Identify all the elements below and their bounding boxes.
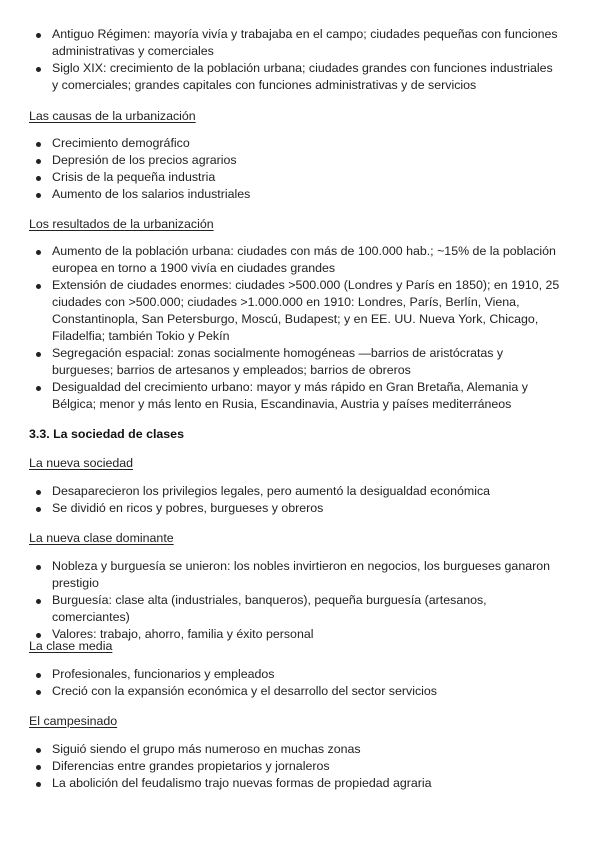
clase-dominante-list — [52, 558, 562, 643]
list-item: Depresión de los precios agrarios — [52, 152, 562, 169]
list-item: Crisis de la pequeña industria — [52, 169, 562, 186]
campesinado-list — [52, 741, 562, 792]
list-item: Creció con la expansión económica y el desarrollo del sector servicios — [52, 683, 562, 700]
resultados-list — [52, 243, 562, 413]
heading-resultados: Los resultados de la urbanización — [29, 217, 214, 231]
list-item: Desaparecieron los privilegios legales, pero aumentó la desigualdad económica — [52, 483, 562, 500]
list-item: Valores: trabajo, ahorro, familia y éxito personal — [52, 626, 562, 643]
list-item: Desigualdad del crecimiento urbano: mayor y más rápido en Gran Bretaña, Alemania y Bélgica; menor y más lento en Rusia, Escandinavia, Austria y países mediterráneos — [52, 379, 562, 413]
heading-clase-dominante: La nueva clase dominante — [29, 531, 174, 545]
list-item: Se dividió en ricos y pobres, burgueses y obreros — [52, 500, 562, 517]
list-item: Siguió siendo el grupo más numeroso en muchas zonas — [52, 741, 562, 758]
list-item: Segregación espacial: zonas socialmente homogéneas —barrios de aristócratas y burgueses; barrios de artesanos y empleados; barrios de obreros — [52, 345, 562, 379]
list-item: Aumento de los salarios industriales — [52, 186, 562, 203]
list-item: Crecimiento demográfico — [52, 135, 562, 152]
heading-nueva-sociedad: La nueva sociedad — [29, 456, 134, 470]
heading-campesinado: El campesinado — [29, 714, 118, 728]
list-item: Burguesía: clase alta (industriales, banqueros), pequeña burguesía (artesanos, comerciantes) — [52, 592, 562, 626]
list-item: Profesionales, funcionarios y empleados — [52, 666, 562, 683]
intro-list — [52, 26, 562, 94]
heading-clase-media: La clase media — [29, 639, 113, 653]
clase-media-list — [52, 666, 562, 700]
list-item: Nobleza y burguesía se unieron: los nobles invirtieron en negocios, los burgueses ganaron prestigio — [52, 558, 562, 592]
nueva-sociedad-list — [52, 483, 562, 517]
list-item: Antiguo Régimen: mayoría vivía y trabajaba en el campo; ciudades pequeñas con funciones administrativas y comerciales — [52, 26, 562, 60]
causas-list — [52, 135, 562, 203]
list-item: La abolición del feudalismo trajo nuevas formas de propiedad agraria — [52, 775, 562, 792]
list-item: Extensión de ciudades enormes: ciudades >500.000 (Londres y París en 1850); en 1910, 25 ciudades con >500.000; ciudades >1.000.000 en 1910: Londres, París, Berlín, Viena, Constantinopla, San Petersburgo, Moscú, Budapest; y en EE. UU. Nueva York, Chicago, Filadelfia; también Tokio y Pekín — [52, 277, 562, 345]
section-title: 3.3. La sociedad de clases — [29, 427, 184, 441]
list-item: Siglo XIX: crecimiento de la población urbana; ciudades grandes con funciones industriales y comerciales; grandes capitales con funciones administrativas y de servicios — [52, 60, 562, 94]
list-item: Diferencias entre grandes propietarios y jornaleros — [52, 758, 562, 775]
list-item: Aumento de la población urbana: ciudades con más de 100.000 hab.; ~15% de la población europea en torno a 1900 vivía en ciudades grandes — [52, 243, 562, 277]
heading-causas: Las causas de la urbanización — [29, 109, 196, 123]
